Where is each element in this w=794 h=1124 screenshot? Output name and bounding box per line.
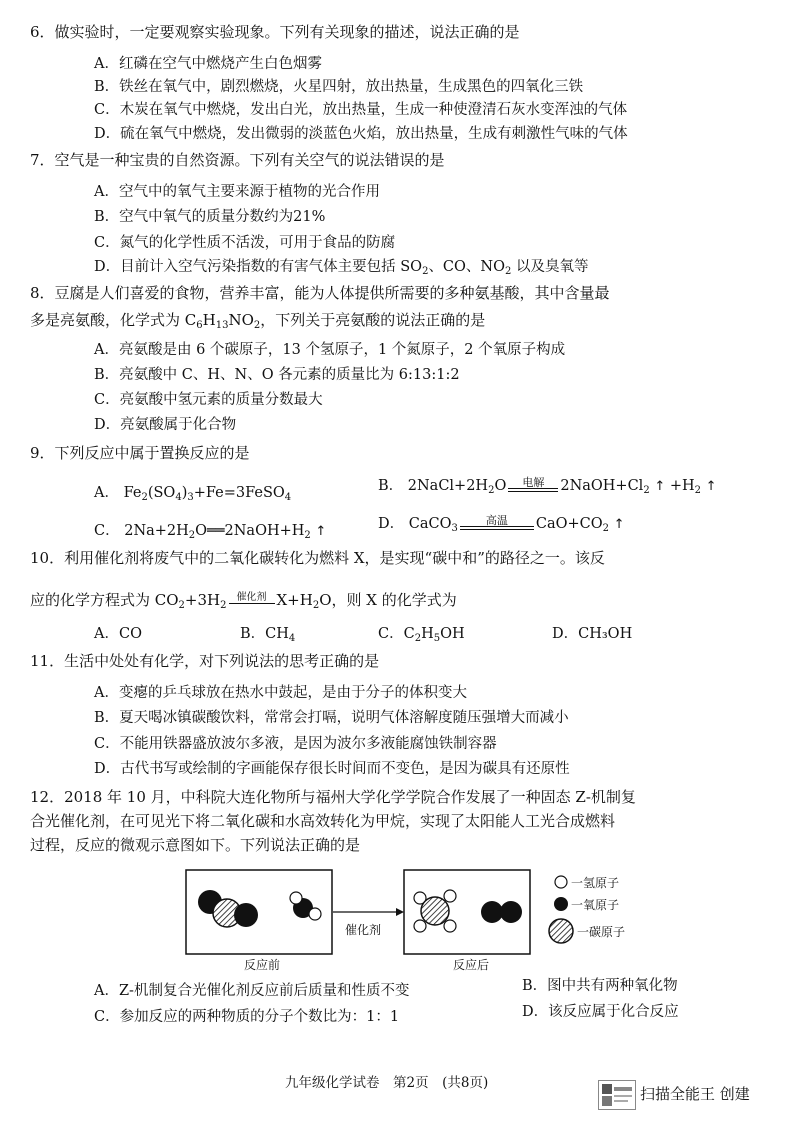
hydrogen-atom — [444, 920, 456, 932]
legend-oxygen-label: 一氧原子 — [571, 898, 620, 912]
q12-stem-line3: 过程，反应的微观示意图如下。下列说法正确的是 — [30, 836, 361, 854]
oxygen-atom — [234, 903, 258, 927]
q8-option-a: A．亮氨酸是由 6 个碳原子，13 个氢原子，1 个氮原子，2 个氧原子构成 — [94, 342, 566, 358]
page-footer: 九年级化学试卷 第2页 (共8页) — [285, 1075, 489, 1091]
hydrogen-atom — [414, 920, 426, 932]
q6-option-b: B．铁丝在氧气中，剧烈燃烧，火星四射，放出热量，生成黑色的四氧化三铁 — [94, 79, 584, 95]
before-label: 反应前 — [244, 958, 281, 972]
q12-stem-line2: 合光催化剂，在可见光下将二氧化碳和水高效转化为甲烷，实现了太阳能人工光合成燃料 — [30, 812, 616, 830]
q7-option-a: A．空气中的氧气主要来源于植物的光合作用 — [94, 184, 380, 200]
q8-option-b: B．亮氨酸中 C、H、N、O 各元素的质量比为 6:13:1:2 — [94, 367, 460, 383]
q8-option-c: C．亮氨酸中氢元素的质量分数最大 — [94, 392, 323, 408]
legend-carbon-icon — [549, 919, 573, 943]
q9-option-c: C． $2Na+2H_2O══2NaOH+H_2$ ↑ — [94, 523, 327, 541]
legend-hydrogen-icon — [555, 876, 567, 888]
q12-option-a: A．Z-机制复合光催化剂反应前后质量和性质不变 — [94, 983, 410, 999]
q10-stem-line2: 应的化学方程式为 $CO_2+3H_2$ 催化剂 $X+H_2O$，则 X 的化学式为 — [30, 591, 457, 611]
scanner-logo-icon — [598, 1080, 636, 1110]
q10-stem-line1: 10．利用催化剂将废气中的二氧化碳转化为燃料 X，是实现“碳中和”的路径之一。该反 — [30, 549, 605, 567]
q9-option-a: A． $Fe_2(SO_4)_3+Fe=3FeSO_4$ — [94, 485, 292, 503]
q6-stem: 6．做实验时，一定要观察实验现象。下列有关现象的描述，说法正确的是 — [30, 23, 520, 41]
q10-option-c: C．$C_2H_5OH$ — [378, 626, 465, 644]
q10-option-d: D．CH₃OH — [552, 626, 633, 642]
q6-option-d: D．硫在氧气中燃烧，发出微弱的淡蓝色火焰，放出热量，生成有刺激性气味的气体 — [94, 126, 628, 142]
q7-option-b: B．空气中氧气的质量分数约为21% — [94, 209, 326, 225]
legend-hydrogen-label: 一氢原子 — [571, 876, 620, 890]
hydrogen-atom — [290, 892, 302, 904]
q8-stem-line2: 多是亮氨酸，化学式为 $C_6H_{13}NO_2$，下列关于亮氨酸的说法正确的是 — [30, 311, 486, 331]
hydrogen-atom — [444, 890, 456, 902]
q12-stem-line1: 12．2018 年 10 月，中科院大连化物所与福州大学化学学院合作发展了一种固态 Z-机制复 — [30, 788, 636, 806]
q6-option-c: C．木炭在氧气中燃烧，发出白光，放出热量，生成一种使澄清石灰水变浑浊的气体 — [94, 102, 628, 118]
q10-option-b: B．$CH_4$ — [240, 626, 296, 644]
legend-oxygen-icon — [554, 897, 568, 911]
oxygen-atom — [500, 901, 522, 923]
q11-option-a: A．变瘪的乒乓球放在热水中鼓起，是由于分子的体积变大 — [94, 685, 467, 701]
q12-option-d: D．该反应属于化合反应 — [522, 1004, 679, 1020]
q12-option-b: B．图中共有两种氧化物 — [522, 978, 678, 994]
after-label: 反应后 — [453, 958, 490, 972]
legend-carbon-label: 一碳原子 — [577, 925, 626, 939]
q11-option-b: B．夏天喝冰镇碳酸饮料，常常会打嗝，说明气体溶解度随压强增大而减小 — [94, 710, 569, 726]
q9-option-d: D． CaCO$_3$ 高温 $CaO+CO_2$ ↑ — [378, 514, 625, 534]
q12-option-c: C．参加反应的两种物质的分子个数比为：1：1 — [94, 1009, 400, 1025]
q9-option-b: B． $2NaCl+2H_2O$ 电解 $2NaOH+Cl_2$ ↑ $+H_2$ ↑ — [378, 476, 717, 496]
q11-stem: 11．生活中处处有化学，对下列说法的思考正确的是 — [30, 652, 380, 670]
q7-stem: 7．空气是一种宝贵的自然资源。下列有关空气的说法错误的是 — [30, 151, 445, 169]
q9-stem: 9．下列反应中属于置换反应的是 — [30, 444, 250, 462]
scanner-watermark: 扫描全能王 创建 — [640, 1085, 750, 1103]
q11-option-c: C．不能用铁器盛放波尔多液，是因为波尔多液能腐蚀铁制容器 — [94, 736, 497, 752]
q8-stem-line1: 8．豆腐是人们喜爱的食物，营养丰富，能为人体提供所需要的多种氨基酸，其中含量最 — [30, 284, 610, 302]
q10-option-a: A．CO — [94, 626, 142, 642]
hydrogen-atom — [309, 908, 321, 920]
q8-option-d: D．亮氨酸属于化合物 — [94, 417, 237, 433]
q7-option-d: D．目前计入空气污染指数的有害气体主要包括 $SO_2$、CO、$NO_2$ 以及臭氧等 — [94, 259, 589, 277]
carbon-atom — [421, 897, 449, 925]
oxygen-atom — [481, 901, 503, 923]
q11-option-d: D．古代书写或绘制的字画能保存很长时间而不变色，是因为碳具有还原性 — [94, 761, 570, 777]
catalyst-label: 催化剂 — [345, 923, 382, 937]
q6-option-a: A．红磷在空气中燃烧产生白色烟雾 — [94, 56, 322, 72]
q7-option-c: C．氮气的化学性质不活泼，可用于食品的防腐 — [94, 235, 396, 251]
